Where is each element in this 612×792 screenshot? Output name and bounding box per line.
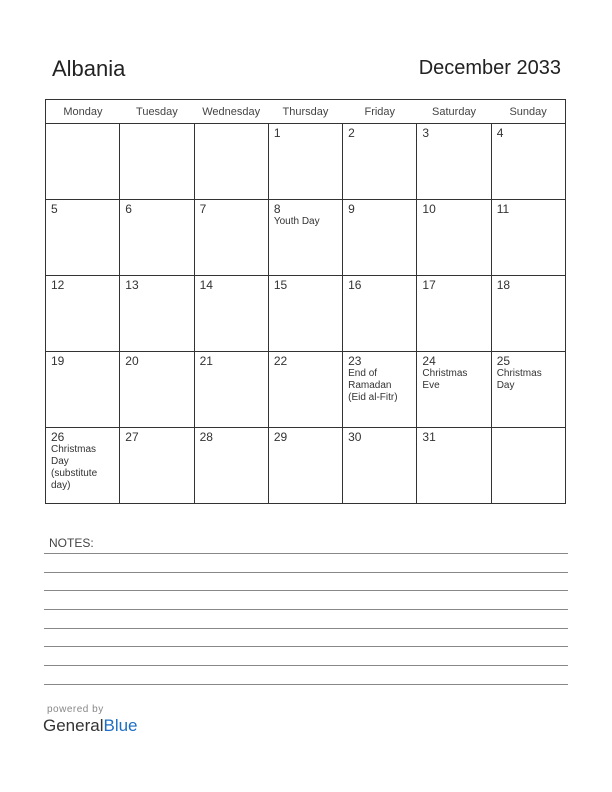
day-number: 6 (125, 202, 132, 216)
day-cell (417, 428, 491, 504)
day-cell (268, 200, 342, 276)
day-number: 30 (348, 430, 362, 444)
day-cell (120, 276, 194, 352)
weekday-header-row (46, 100, 566, 124)
note-line (44, 609, 568, 610)
country-title: Albania (52, 56, 126, 81)
note-line (44, 665, 568, 666)
day-number: 27 (125, 430, 139, 444)
day-cell (120, 352, 194, 428)
day-cell (46, 200, 120, 276)
brand-blue: Blue (103, 716, 138, 735)
holiday-label: End of Ramadan (Eid al-Fitr) (348, 368, 398, 403)
note-line (44, 590, 568, 591)
day-number: 18 (496, 278, 511, 292)
week-row (46, 124, 566, 200)
day-number: 17 (422, 278, 436, 292)
powered-by-text: powered by (47, 704, 104, 715)
day-number: 4 (496, 126, 504, 140)
day-cell (268, 428, 342, 504)
day-cell (194, 124, 268, 200)
day-number: 26 (51, 430, 65, 444)
weekday-header: Wednesday (194, 100, 268, 124)
day-cell (268, 352, 342, 428)
day-cell (491, 200, 565, 276)
notes-label: NOTES: (49, 536, 94, 550)
holiday-label: Christmas Day (496, 368, 542, 391)
note-line (44, 553, 568, 554)
day-number: 31 (422, 430, 436, 444)
day-cell (343, 352, 417, 428)
note-line (44, 628, 568, 629)
day-number: 23 (348, 354, 362, 368)
day-cell (194, 428, 268, 504)
note-line (44, 646, 568, 647)
day-number: 16 (348, 278, 362, 292)
day-cell (46, 352, 120, 428)
note-line (44, 572, 568, 573)
day-number: 25 (496, 354, 511, 368)
day-cell (194, 276, 268, 352)
brand-logo (43, 716, 138, 736)
day-number: 22 (273, 354, 288, 368)
day-number: 24 (422, 354, 436, 368)
weekday-header: Saturday (417, 100, 491, 124)
weekday-header: Thursday (268, 100, 342, 124)
weekday-header: Monday (46, 100, 120, 124)
calendar-grid (45, 99, 566, 504)
day-cell (417, 352, 491, 428)
holiday-label: Christmas Eve (422, 368, 468, 391)
day-cell (194, 352, 268, 428)
day-cell (343, 428, 417, 504)
day-number: 15 (273, 278, 288, 292)
note-line (44, 684, 568, 685)
day-cell (120, 200, 194, 276)
day-cell (120, 428, 194, 504)
week-row (46, 428, 566, 504)
week-row (46, 200, 566, 276)
day-cell (120, 124, 194, 200)
week-row (46, 352, 566, 428)
day-number: 1 (273, 126, 281, 140)
day-cell (343, 200, 417, 276)
day-cell (46, 124, 120, 200)
month-year-title: December 2033 (418, 57, 561, 79)
day-number: 19 (51, 354, 65, 368)
day-cell (417, 200, 491, 276)
day-number: 14 (199, 278, 213, 292)
day-number: 12 (51, 278, 65, 292)
day-cell (194, 200, 268, 276)
day-number: 20 (125, 354, 139, 368)
brand-general: General (43, 716, 104, 735)
day-number: 28 (199, 430, 213, 444)
weekday-header: Sunday (491, 100, 565, 124)
day-number: 8 (273, 202, 281, 216)
day-cell (491, 124, 565, 200)
day-cell (343, 276, 417, 352)
weekday-header: Friday (343, 100, 417, 124)
day-cell (417, 124, 491, 200)
day-cell (417, 276, 491, 352)
day-number: 13 (125, 278, 139, 292)
day-number: 9 (348, 202, 355, 216)
day-number: 3 (422, 126, 430, 140)
day-number: 10 (422, 202, 436, 216)
weekday-header: Tuesday (120, 100, 194, 124)
day-cell (268, 124, 342, 200)
day-number: 2 (348, 126, 355, 140)
day-cell (491, 428, 565, 504)
week-row (46, 276, 566, 352)
day-number: 7 (199, 202, 207, 216)
holiday-label: Christmas Day (substitute day) (51, 444, 98, 491)
day-number: 29 (273, 430, 288, 444)
day-number: 21 (199, 354, 213, 368)
day-cell (343, 124, 417, 200)
holiday-label: Youth Day (273, 216, 320, 227)
day-cell (491, 352, 565, 428)
day-number: 11 (496, 202, 510, 216)
day-number: 5 (51, 202, 58, 216)
day-cell (491, 276, 565, 352)
day-cell (46, 428, 120, 504)
day-cell (46, 276, 120, 352)
day-cell (268, 276, 342, 352)
